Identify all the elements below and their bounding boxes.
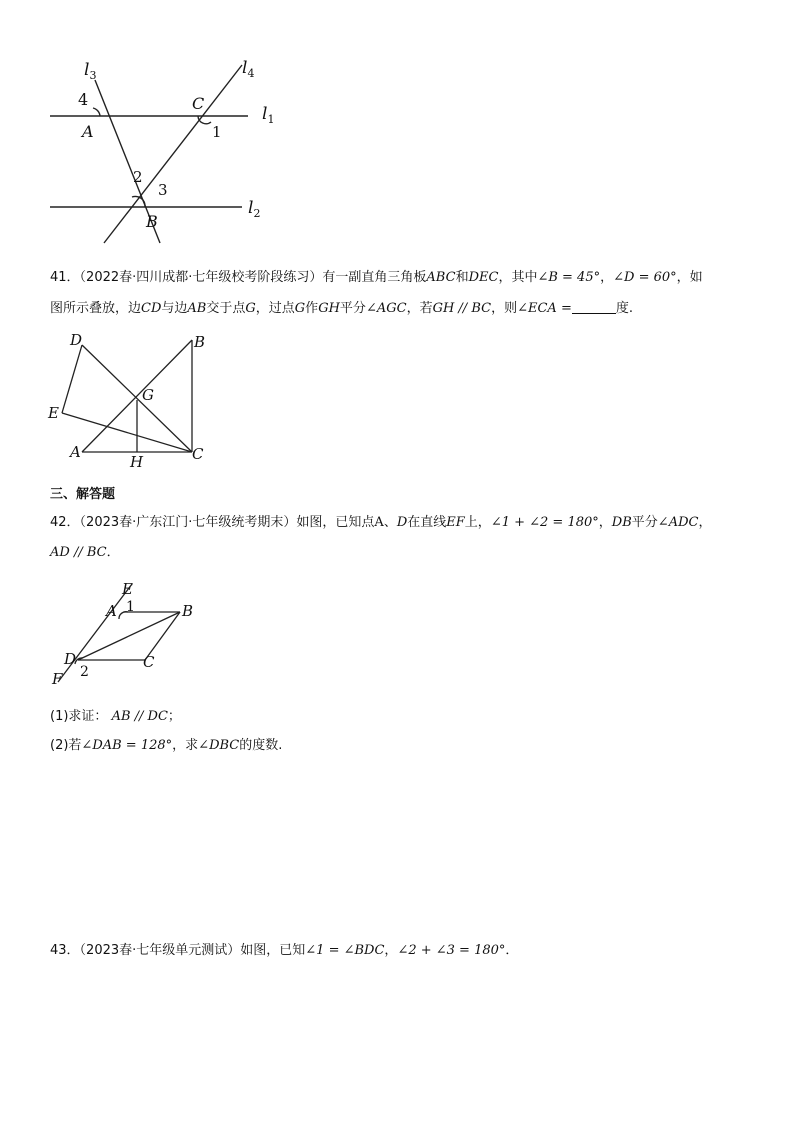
angle-4-arc bbox=[93, 108, 100, 116]
question-source: （2023春·七年级单元测试） bbox=[79, 943, 241, 958]
figure-q40-parallel-lines bbox=[40, 55, 290, 250]
label-l4: $l_4$ bbox=[242, 58, 255, 80]
label-point-c: C bbox=[143, 653, 155, 671]
question-number: 43． bbox=[50, 943, 80, 958]
label-angle-3: 3 bbox=[158, 181, 168, 199]
question-42-line-1: 42．（2023春·广东江门·七年级统考期末）如图，已知点A、D在直线EF上，∠1 + ∠2 = 180°，DB平分∠ADC， bbox=[50, 515, 712, 530]
label-point-c: C bbox=[192, 94, 205, 113]
label-angle-2: 2 bbox=[133, 168, 143, 186]
label-point-b: B bbox=[194, 333, 206, 351]
question-43-line-1: 43．（2023春·七年级单元测试）如图，已知∠1 = ∠BDC，∠2 + ∠3 = 180°． bbox=[50, 943, 519, 958]
answer-blank[interactable] bbox=[572, 300, 616, 314]
label-l3: $l_3$ bbox=[84, 60, 97, 82]
label-point-d: D bbox=[70, 331, 83, 349]
label-l1: $l_1$ bbox=[262, 104, 275, 126]
label-point-a: A bbox=[106, 602, 117, 620]
label-point-e: E bbox=[122, 580, 133, 598]
question-number: 42． bbox=[50, 515, 80, 530]
question-source: （2023春·广东江门·七年级统考期末） bbox=[79, 515, 297, 530]
question-source: （2022春·四川成都·七年级校考阶段练习） bbox=[79, 270, 323, 285]
figure-q42-parallelogram bbox=[50, 578, 210, 688]
label-point-d: D bbox=[64, 650, 77, 668]
label-angle-2: 2 bbox=[80, 664, 89, 680]
angle-3-arc bbox=[143, 200, 145, 207]
question-41-line-2: 图所示叠放，边CD与边AB交于点G，过点G作GH平分∠AGC，若GH // BC，则∠ECA = 度. bbox=[50, 301, 633, 316]
question-42-line-2: AD // BC． bbox=[50, 545, 120, 560]
label-point-a: A bbox=[70, 443, 81, 461]
label-point-g: G bbox=[142, 386, 154, 404]
label-point-h: H bbox=[130, 453, 144, 470]
label-point-a: A bbox=[82, 122, 94, 141]
label-point-b: B bbox=[146, 212, 158, 231]
label-point-c: C bbox=[192, 445, 204, 463]
question-42-part-2: (2)若∠DAB = 128°，求∠DBC的度数. bbox=[50, 738, 283, 753]
question-41-line-1: 41．（2022春·四川成都·七年级校考阶段练习）有一副直角三角板ABC和DEC，其中∠B = 45°，∠D = 60°，如 bbox=[50, 270, 703, 285]
label-angle-4: 4 bbox=[78, 90, 89, 109]
label-angle-1: 1 bbox=[212, 123, 222, 141]
label-angle-1: 1 bbox=[126, 599, 135, 615]
label-l2: $l_2$ bbox=[248, 198, 261, 220]
label-point-e: E bbox=[48, 404, 59, 422]
figure-q41-triangles bbox=[42, 330, 222, 470]
question-42-part-1: (1)求证： AB // DC； bbox=[50, 709, 181, 724]
label-point-b: B bbox=[182, 602, 194, 620]
label-point-f: F bbox=[52, 670, 63, 688]
question-number: 41． bbox=[50, 270, 80, 285]
section-heading: 三、解答题 bbox=[50, 487, 116, 502]
